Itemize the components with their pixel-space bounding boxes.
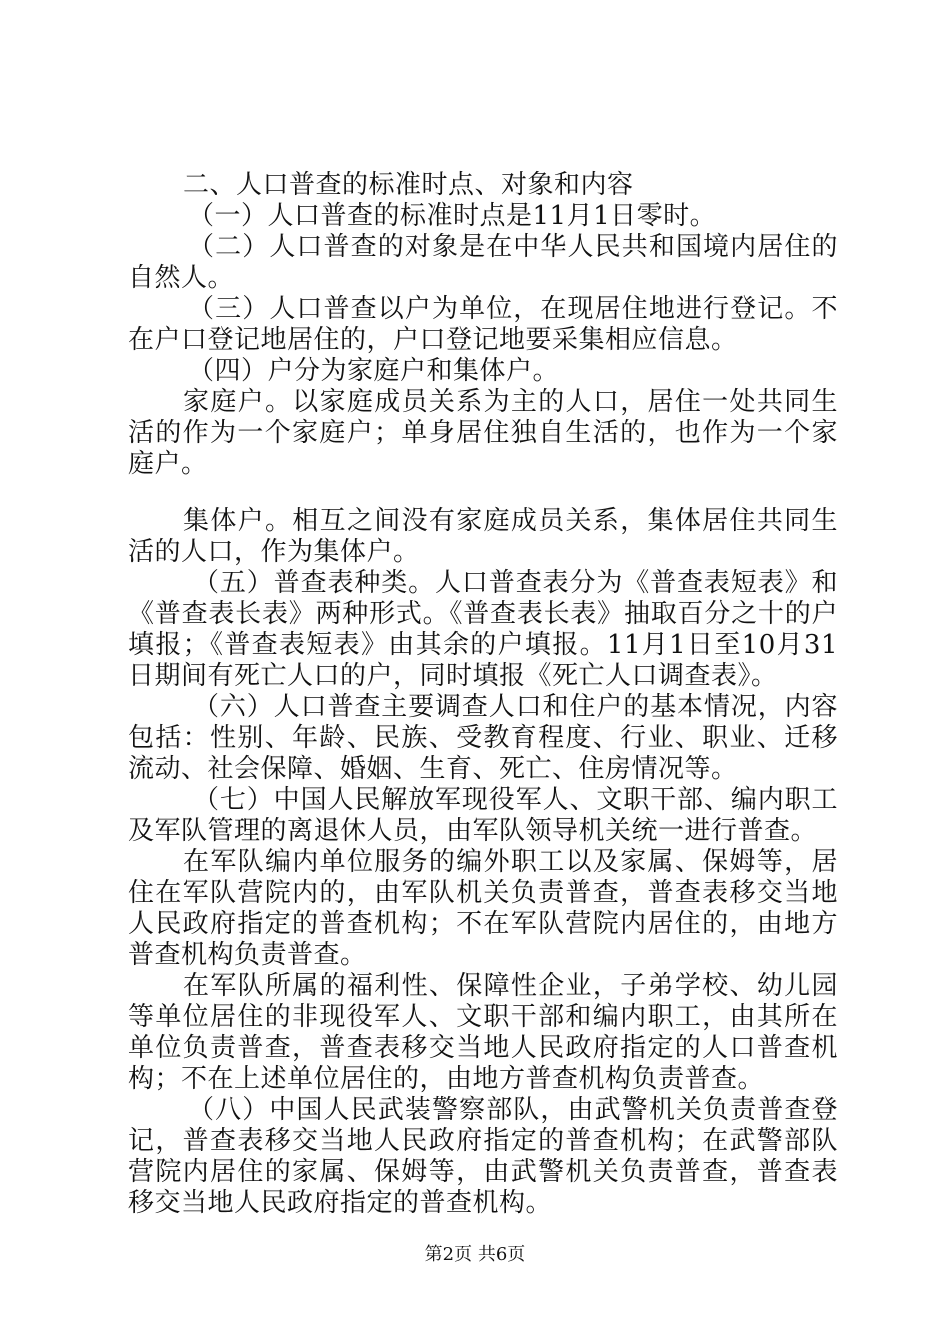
document-body [128, 170, 838, 1219]
paragraph-6: （六）人口普查主要调查人口和住户的基本情况，内容包括：性别、年龄、民族、受教育程度、行业、职业、迁移流动、社会保障、婚姻、生育、死亡、住房情况等。 [128, 692, 838, 784]
paragraph-4: （四）户分为家庭户和集体户。 [188, 356, 560, 386]
section-heading: 二、人口普查的标准时点、对象和内容 [183, 170, 634, 200]
paragraph-3: （三）人口普查以户为单位，在现居住地进行登记。不在户口登记地居住的，户口登记地要采集相应信息。 [128, 294, 838, 355]
paragraph-household: 家庭户。以家庭成员关系为主的人口，居住一处共同生活的作为一个家庭户；单身居住独自生活的，也作为一个家庭户。 [128, 387, 838, 479]
page-number: 第2页 共6页 [424, 1244, 526, 1265]
paragraph-8: （八）中国人民武装警察部队，由武警机关负责普查登记，普查表移交当地人民政府指定的普查机构；在武警部队营院内居住的家属、保姆等，由武警机关负责普查，普查表移交当地人民政府指定的普查机构。 [128, 1095, 838, 1218]
paragraph-7: （七）中国人民解放军现役军人、文职干部、编内职工及军队管理的离退休人员，由军队领导机关统一进行普查。 [128, 785, 838, 846]
paragraph-military-staff: 在军队编内单位服务的编外职工以及家属、保姆等，居住在军队营院内的，由军队机关负责普查，普查表移交当地人民政府指定的普查机构；不在军队营院内居住的，由地方普查机构负责普查。 [128, 847, 838, 970]
paragraph-2: （二）人口普查的对象是在中华人民共和国境内居住的自然人。 [128, 232, 838, 293]
paragraph-collective-household: 集体户。相互之间没有家庭成员关系，集体居住共同生活的人口，作为集体户。 [128, 506, 838, 567]
paragraph-military-enterprise: 在军队所属的福利性、保障性企业，子弟学校、幼儿园等单位居住的非现役军人、文职干部和编内职工，由其所在单位负责普查，普查表移交当地人民政府指定的人口普查机构；不在上述单位居住的，由地方普查机构负责普查。 [128, 971, 838, 1094]
blank-line [128, 480, 838, 506]
paragraph-1: （一）人口普查的标准时点是11月1日零时。 [188, 201, 717, 231]
paragraph-5: （五）普查表种类。人口普查表分为《普查表短表》和《普查表长表》两种形式。《普查表长表》抽取百分之十的户填报；《普查表短表》由其余的户填报。11月1日至10月31日期间有死亡人口的户，同时填报《死亡人口调查表》。 [128, 568, 838, 691]
